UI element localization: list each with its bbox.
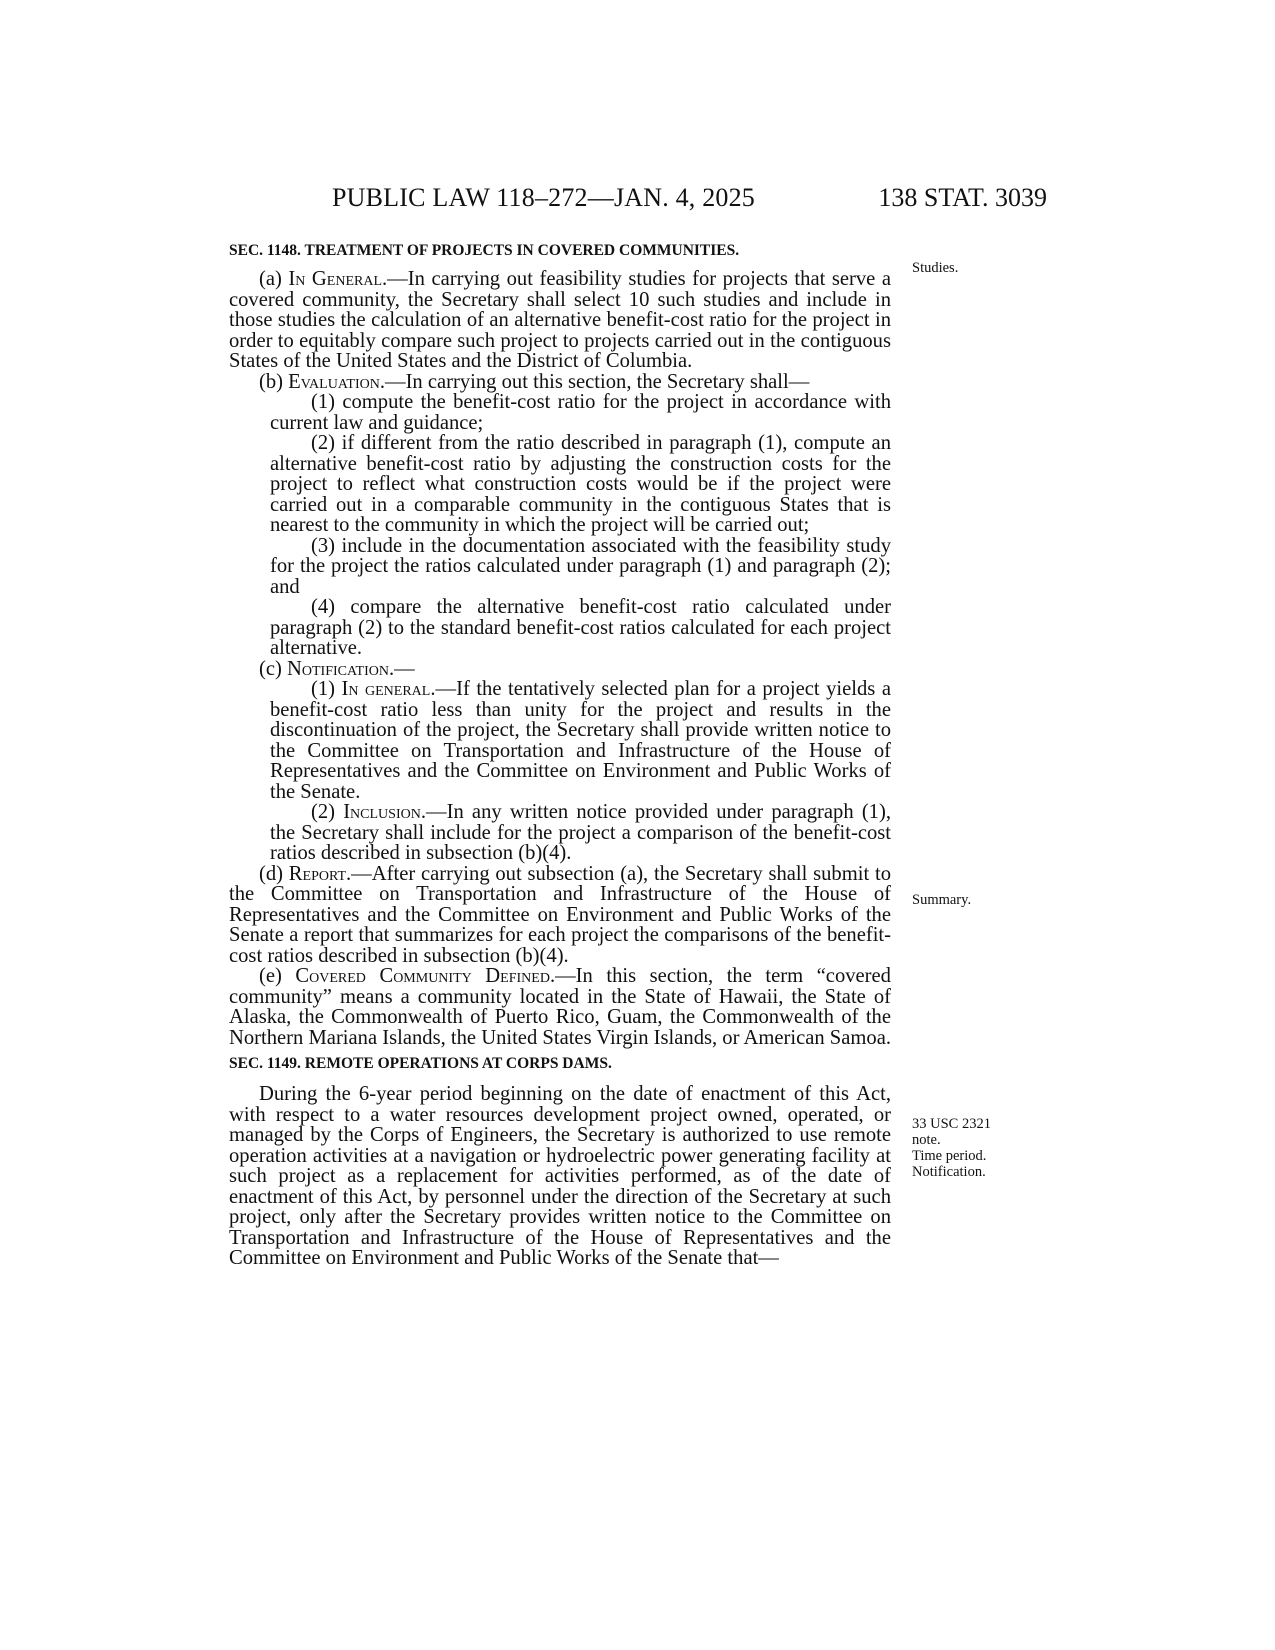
main-text-column (229, 241, 891, 1269)
section-1149-heading: SEC. 1149. REMOTE OPERATIONS AT CORPS DAMS. (229, 1055, 612, 1072)
subsection-c-caption: Notification (287, 657, 389, 680)
margin-note-summary: Summary. (912, 892, 972, 908)
subsection-d-caption: Report (288, 862, 347, 885)
subsection-e: (e) Covered Community Defined.—In this section, the term “covered community” means a community located in the State of Hawaii, the State of Alaska, the Commonwealth of Puerto Rico, Guam, the Commonwealth of the Northern Mariana Islands, the United States Virgin Islands, or American Samoa. (229, 965, 892, 1049)
section-1148-heading: SEC. 1148. TREATMENT OF PROJECTS IN COVERED COMMUNITIES. (229, 242, 740, 259)
margin-note-notification: Notification. (912, 1164, 986, 1180)
header-title: PUBLIC LAW 118–272—JAN. 4, 2025 (332, 183, 756, 212)
subsection-b-caption: Evaluation (288, 370, 380, 393)
subsection-b-paragraph-3: (3) include in the documentation associated with the feasibility study for the project the ratios calculated under paragraph (1) and paragraph (2); and (270, 534, 891, 598)
margin-note-studies: Studies. (912, 260, 959, 276)
subsection-e-caption: Covered Community Defined (295, 965, 550, 987)
subsection-c-paragraph-2: (2) Inclusion.—In any written notice provided under paragraph (1), the Secretary shall include for the project a comparison of the benefit-cost ratios described in subsection (b)(4). (270, 801, 891, 864)
margin-note-usc-citation: 33 USC 2321 (912, 1116, 991, 1132)
subsection-c-paragraph-1: (1) In general.—If the tentatively selected plan for a project yields a benefit-cost ratio less than unity for the project and results in the discontinuation of the project, the Secretary shall provide written notice to the Committee on Transportation and Infrastructure of the House of Representatives and the Committee on Environment and Public Works of the Senate. (270, 678, 891, 803)
subsection-b: (b) Evaluation.—In carrying out this section, the Secretary shall— (259, 370, 810, 393)
subsection-b-paragraph-4: (4) compare the alternative benefit-cost ratio calculated under paragraph (2) to the standard benefit-cost ratios calculated for each project alternative. (270, 596, 891, 659)
header-page-reference: 138 STAT. 3039 (878, 183, 1047, 212)
subsection-d: (d) Report.—After carrying out subsection (a), the Secretary shall submit to the Committee on Transportation and Infrastructure of the House of Representatives and the Committee on Environment and Public Works of the Senate a report that summarizes for each project the comparisons of the benefit-cost ratios described in subsection (b)(4). (229, 862, 891, 967)
subsection-b-paragraph-1: (1) compute the benefit-cost ratio for the project in accordance with current law and guidance; (270, 391, 891, 434)
running-header (227, 183, 1047, 219)
margin-note-note: note. (912, 1132, 941, 1148)
subsection-a: (a) In General.—In carrying out feasibility studies for projects that serve a covered community, the Secretary shall select 10 such studies and include in those studies the calculation of an alternative benefit-cost ratio for the project in order to equitably compare such project to projects carried out in the contiguous States of the United States and the District of Columbia. (229, 268, 891, 372)
subsection-a-caption: In General (288, 268, 383, 290)
subsection-c: (c) Notification.— (259, 657, 415, 680)
margin-note-time-period: Time period. (912, 1148, 987, 1164)
subsection-b-paragraph-2: (2) if different from the ratio described in paragraph (1), compute an alternative benefit-cost ratio by adjusting the construction costs for the project to reflect what construction costs would be if the project were carried out in a comparable community in the contiguous States that is nearest to the community in which the project will be carried out; (270, 432, 891, 536)
section-1149-body: During the 6-year period beginning on the date of enactment of this Act, with respect to a water resources development project owned, operated, or managed by the Corps of Engineers, the Secretary is authorized to use remote operation activities at a navigation or hydroelectric power generating facility at such project as a replacement for activities performed, as of the date of enactment of this Act, by personnel under the direction of the Secretary at such project, only after the Secretary provides written notice to the Committee on Transportation and Infrastructure of the House of Representatives and the Committee on Environment and Public Works of the Senate that— (229, 1083, 891, 1269)
